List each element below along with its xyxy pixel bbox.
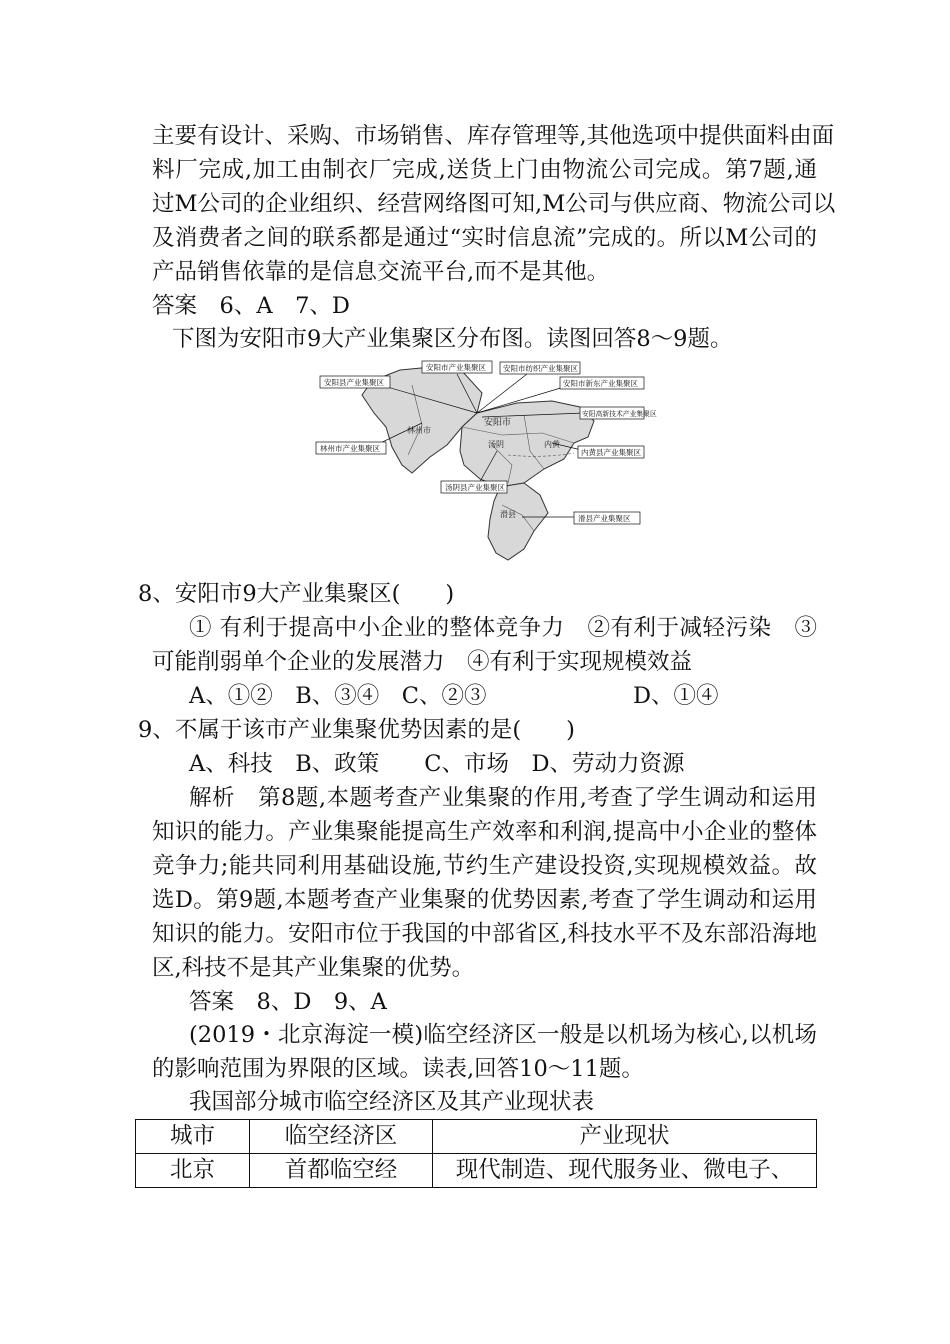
analysis-line: 竞争力;能共同利用基础设施,节约生产建设投资,实现规模效益。故 [152, 853, 817, 879]
map-label: 内黄县产业集聚区 [581, 448, 641, 457]
analysis-line: 区,科技不是其产业集聚的优势。 [152, 955, 475, 981]
map-place: 汤阴 [488, 440, 504, 449]
table-header-row [136, 1120, 817, 1154]
paragraph-line: 过M公司的企业组织、经营网络图可知,M公司与供应商、物流公司以 [152, 191, 836, 217]
question-8-choice-d: D、①④ [633, 683, 719, 709]
answer-line: 答案 8、D 9、A [189, 989, 387, 1015]
airport-economy-table [135, 1119, 817, 1188]
table-title: 我国部分城市临空经济区及其产业现状表 [189, 1089, 595, 1115]
paragraph-line: 主要有设计、采购、市场销售、库存管理等,其他选项中提供面料由面 [152, 123, 835, 149]
table-cell: 首都临空经 [250, 1154, 433, 1188]
table-header: 产业现状 [433, 1120, 817, 1154]
map-label: 安阳高新技术产业集聚区 [582, 410, 657, 418]
question-9-stem: 9、不属于该市产业集聚优势因素的是( ) [138, 717, 575, 743]
map-label: 安阳市新东产业集聚区 [563, 379, 638, 388]
analysis-line: 选D。第9题,本题考查产业集聚的优势因素,考查了学生调动和运用 [152, 887, 817, 913]
map-place: 安阳市 [484, 418, 512, 428]
question-intro: (2019・北京海淀一模)临空经济区一般是以机场为核心,以机场 [189, 1022, 817, 1048]
table-header: 临空经济区 [250, 1120, 433, 1154]
map-label: 汤阴县产业集聚区 [445, 483, 505, 492]
question-intro: 的影响范围为界限的区域。读表,回答10～11题。 [152, 1056, 644, 1082]
map-label: 安阳市产业集聚区 [426, 363, 486, 372]
question-8-stem: 8、安阳市9大产业集聚区( ) [138, 581, 455, 607]
map-label: 林州市产业集聚区 [320, 444, 380, 453]
question-8-options: ① 有利于提高中小企业的整体竞争力 ②有利于减轻污染 ③ [189, 615, 817, 641]
map-label: 安阳市纺织产业集聚区 [503, 364, 578, 373]
analysis-line: 解析 第8题,本题考查产业集聚的作用,考查了学生调动和运用 [189, 785, 817, 811]
answer-line: 答案 6、A 7、D [152, 293, 350, 319]
map-region-center [460, 401, 594, 487]
question-intro: 下图为安阳市9大产业集聚区分布图。读图回答8～9题。 [172, 326, 733, 352]
table-cell: 现代制造、现代服务业、微电子、 [433, 1154, 817, 1188]
table-header: 城市 [136, 1120, 250, 1154]
paragraph-line: 及消费者之间的联系都是通过“实时信息流”完成的。所以M公司的 [152, 225, 817, 251]
anyang-industry-map [312, 355, 657, 570]
table-cell: 北京 [136, 1154, 250, 1188]
map-place: 滑县 [500, 510, 516, 519]
map-region-south [488, 483, 548, 560]
map-place: 林州市 [407, 426, 431, 435]
table-row [136, 1154, 817, 1188]
question-8-options: 可能削弱单个企业的发展潜力 ④有利于实现规模效益 [152, 649, 693, 675]
question-8-choices: A、①② B、③④ C、②③ [189, 683, 487, 709]
analysis-line: 知识的能力。安阳市位于我国的中部省区,科技水平不及东部沿海地 [152, 921, 817, 947]
question-9-choices: A、科技 B、政策 C、市场 D、劳动力资源 [189, 751, 685, 777]
map-label: 安阳县产业集聚区 [324, 378, 384, 387]
paragraph-line: 料厂完成,加工由制衣厂完成,送货上门由物流公司完成。第7题,通 [152, 157, 817, 183]
analysis-line: 知识的能力。产业集聚能提高生产效率和利润,提高中小企业的整体 [152, 819, 817, 845]
map-place: 内黄 [544, 440, 560, 449]
paragraph-line: 产品销售依靠的是信息交流平台,而不是其他。 [152, 259, 610, 285]
map-label: 滑县产业集聚区 [578, 514, 631, 523]
